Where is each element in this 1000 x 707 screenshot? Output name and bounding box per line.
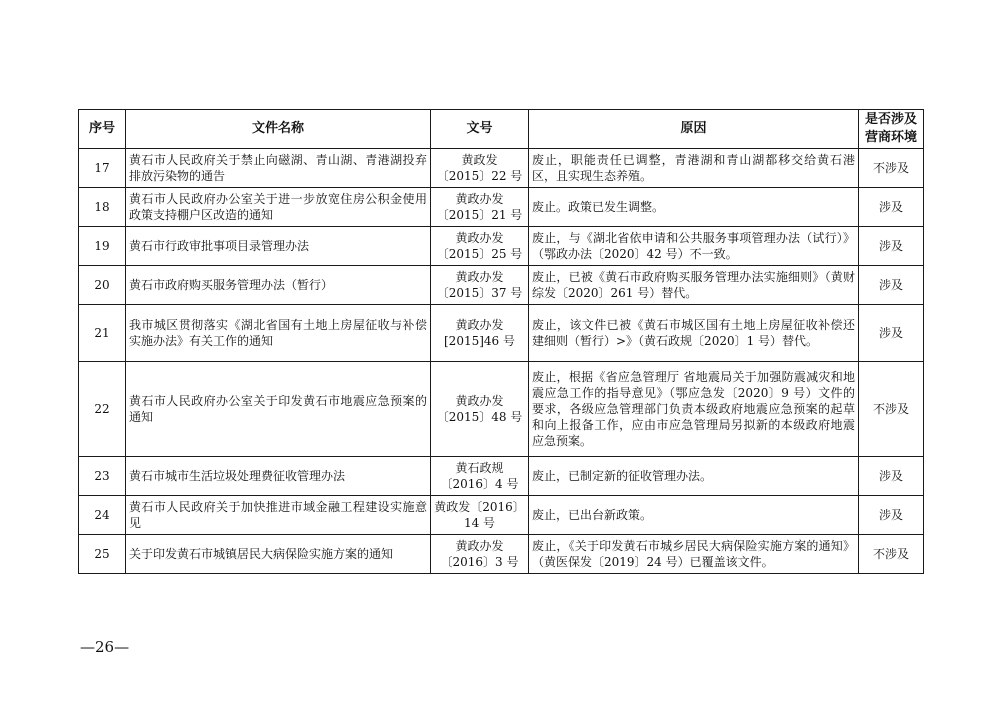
cell-doc-number: 黄政办发 〔2015〕21 号: [431, 188, 529, 227]
cell-business-env: 涉及: [859, 496, 924, 535]
table-row: [79, 188, 924, 227]
cell-business-env: 不涉及: [859, 535, 924, 574]
cell-seq: 25: [79, 535, 126, 574]
cell-seq: 18: [79, 188, 126, 227]
cell-seq: 24: [79, 496, 126, 535]
table-row: [79, 535, 924, 574]
cell-doc-number: 黄政办发 〔2016〕3 号: [431, 535, 529, 574]
cell-business-env: 涉及: [859, 305, 924, 362]
cell-seq: 23: [79, 457, 126, 496]
page-number: —26—: [80, 638, 130, 656]
table-row: [79, 496, 924, 535]
cell-business-env: 涉及: [859, 188, 924, 227]
table-row: [79, 266, 924, 305]
cell-reason: 废止，《关于印发黄石市城乡居民大病保险实施方案的通知》（黄医保发〔2019〕24 号）已覆盖该文件。: [529, 535, 859, 574]
document-table: [78, 109, 924, 574]
cell-seq: 20: [79, 266, 126, 305]
cell-doc-number: 黄政办发 〔2015〕48 号: [431, 362, 529, 457]
cell-name: 关于印发黄石市城镇居民大病保险实施方案的通知: [126, 535, 431, 574]
cell-doc-number: 黄政发〔2016〕 14 号: [431, 496, 529, 535]
cell-reason: 废止，已出台新政策。: [529, 496, 859, 535]
table-row: [79, 362, 924, 457]
cell-business-env: 涉及: [859, 227, 924, 266]
table-row: [79, 149, 924, 188]
cell-name: 黄石市人民政府办公室关于进一步放宽住房公积金使用政策支持棚户区改造的通知: [126, 188, 431, 227]
table-row: [79, 227, 924, 266]
table-row: [79, 305, 924, 362]
header-name: 文件名称: [126, 110, 431, 149]
cell-name: 黄石市人民政府关于加快推进市域金融工程建设实施意见: [126, 496, 431, 535]
cell-reason: 废止，职能责任已调整，青港湖和青山湖都移交给黄石港区，且实现生态养殖。: [529, 149, 859, 188]
cell-seq: 17: [79, 149, 126, 188]
cell-doc-number: 黄政办发 〔2015〕37 号: [431, 266, 529, 305]
header-business-env: 是否涉及营商环境: [859, 110, 924, 149]
cell-business-env: 涉及: [859, 266, 924, 305]
cell-business-env: 不涉及: [859, 149, 924, 188]
header-doc-number: 文号: [431, 110, 529, 149]
cell-doc-number: 黄政发 〔2015〕22 号: [431, 149, 529, 188]
cell-name: 我市城区贯彻落实《湖北省国有土地上房屋征收与补偿实施办法》有关工作的通知: [126, 305, 431, 362]
cell-reason: 废止。政策已发生调整。: [529, 188, 859, 227]
cell-doc-number: 黄政办发 〔2015〕25 号: [431, 227, 529, 266]
cell-name: 黄石市行政审批事项目录管理办法: [126, 227, 431, 266]
cell-doc-number: 黄政办发 [2015]46 号: [431, 305, 529, 362]
cell-name: 黄石市城市生活垃圾处理费征收管理办法: [126, 457, 431, 496]
cell-reason: 废止，根据《省应急管理厅 省地震局关于加强防震减灾和地震应急工作的指导意见》（鄂应急发〔2020〕9 号）文件的要求，各级应急管理部门负责本级政府地震应急预案的起草和向上报备工作，应由市应急管理局另拟新的本级政府地震应急预案。: [529, 362, 859, 457]
table-row: [79, 457, 924, 496]
cell-business-env: 涉及: [859, 457, 924, 496]
cell-business-env: 不涉及: [859, 362, 924, 457]
cell-doc-number: 黄石政规 〔2016〕4 号: [431, 457, 529, 496]
cell-reason: 废止，该文件已被《黄石市城区国有土地上房屋征收补偿还建细则（暂行）>》（黄石政规〔2020〕1 号）替代。: [529, 305, 859, 362]
cell-reason: 废止，与《湖北省依申请和公共服务事项管理办法（试行）》（鄂政办法〔2020〕42 号）不一致。: [529, 227, 859, 266]
cell-seq: 21: [79, 305, 126, 362]
header-seq: 序号: [79, 110, 126, 149]
cell-reason: 废止，已制定新的征收管理办法。: [529, 457, 859, 496]
cell-name: 黄石市政府购买服务管理办法（暂行）: [126, 266, 431, 305]
cell-name: 黄石市人民政府办公室关于印发黄石市地震应急预案的通知: [126, 362, 431, 457]
cell-reason: 废止，已被《黄石市政府购买服务管理办法实施细则》（黄财综发〔2020〕261 号）替代。: [529, 266, 859, 305]
cell-seq: 22: [79, 362, 126, 457]
cell-seq: 19: [79, 227, 126, 266]
cell-name: 黄石市人民政府关于禁止向磁湖、青山湖、青港湖投弃排放污染物的通告: [126, 149, 431, 188]
table-header-row: [79, 110, 924, 149]
header-reason: 原因: [529, 110, 859, 149]
